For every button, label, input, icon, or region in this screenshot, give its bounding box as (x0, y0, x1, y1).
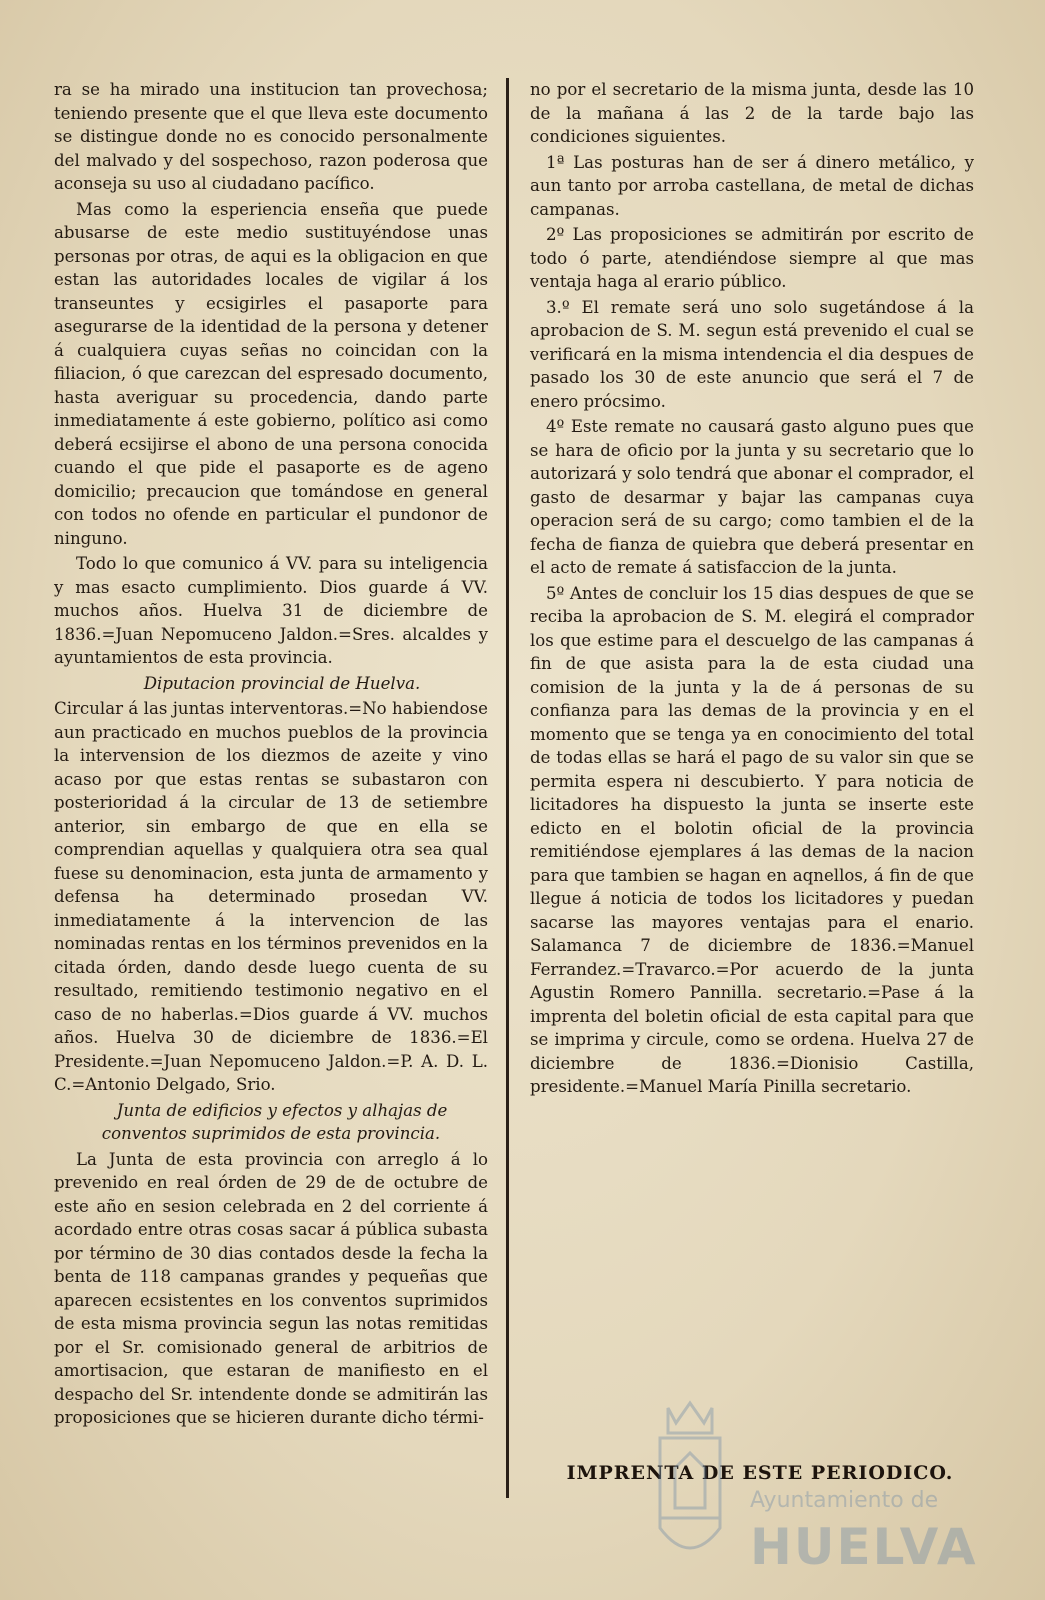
condition-2: 2º Las proposiciones se admitirán por escrito de todo ó parte, atendiéndose siempre al que mas ventaja haga al erario público. (530, 225, 974, 291)
watermark-line-1: Ayuntamiento de (750, 1488, 939, 1513)
archive-watermark (640, 1378, 1020, 1588)
paragraph-passport-intro: ra se ha mirado una institucion tan provechosa; teniendo presente que el que lleva este documento se distingue donde no es conocido personalmente del malvado y del sospechoso, razon poderosa que aconseja su uso al ciudadano pacífico. (54, 80, 488, 193)
paragraph-subasta-campanas: La Junta de esta provincia con arreglo á lo prevenido en real órden de 29 de de octubre de este año en sesion celebrada en 2 del corriente á acordado entre otras cosas sacar á pública subasta por término de 30 dias contados desde la fecha la benta de 118 campanas grandes y pequeñas que aparecen ecsistentes en los conventos suprimidos de esta misma provincia segun las notas remitidas por el Sr. comisionado general de arbitrios de amortisacion, que estaran de manifiesto en el despacho del Sr. intendente donde se admitirán las proposiciones que se hicieren durante dicho térmi- (54, 1149, 488, 1427)
condition-5: 5º Antes de concluir los 15 dias despues de que se reciba la aprobacion de S. M. elegirá el comprador los que estime para el descuelgo de las campanas á fin de que asista para la de esta ciudad una comision de la junta y la de á personas de su confianza para las demas de la provincia y en el momento que se tenga ya en conocimiento del total de todas ellas se hará el pago de su valor sin que se permita espera ni descubierto. Y para noticia de licitadores ha dispuesto la junta se inserte este edicto en el bolotin oficial de la provincia remitiéndose ejemplares á las demas de la nacion para que tambien se hagan en aqnellos, á fin de que llegue á noticia de todos los licitadores y puedan sacarse las mayores ventajas para el enario. Salamanca 7 de diciembre de 1836.=Manuel Ferrandez.=Travarco.=Por acuerdo de la junta Agustin Romero Pannilla. secretario.=Pase á la imprenta del boletin oficial de esta capital para que se imprima y circule, como se ordena. Huelva 27 de diciembre de 1836.=Dionisio Castilla, presidente.=Manuel María Pinilla secretario. (530, 583, 974, 1096)
section-title-diputacion: Diputacion provincial de Huelva. (143, 673, 421, 693)
right-column (530, 78, 974, 1101)
left-column (54, 78, 488, 1432)
paragraph-circular-juntas: Circular á las juntas interventoras.=No habiendose aun practicado en muchos pueblos de la provincia la intervension de los diezmos de azeite y vino acaso por que estas rentas se subastaron con posterioridad á la circular de 13 de setiembre anterior, sin embargo de que en ella se comprendian aquellas y qualquiera otra sea qual fuese su denominacion, esta junta de armamento y defensa ha determinado prosedan VV. inmediatamente á la intervencion de las nominadas rentas en los términos prevenidos en la citada órden, dando desde luego cuenta de su resultado, remitiendo testimonio negativo en el caso de no haberlas.=Dios guarde á VV. muchos años. Huelva 30 de diciembre de 1836.=El Presidente.=Juan Nepomuceno Jaldon.=P. A. D. L. C.=Antonio Delgado, Srio. (54, 699, 488, 1094)
paragraph-condiciones-intro: no por el secretario de la misma junta, desde las 10 de la mañana á las 2 de la tarde bajo las condiciones siguientes. (530, 80, 974, 146)
section-title-junta-edificios: Junta de edificios y efectos y alhajas de conventos suprimidos de esta provincia. (101, 1100, 448, 1143)
coat-of-arms-icon (640, 1378, 740, 1578)
condition-1: 1ª Las posturas han de ser á dinero metálico, y aun tanto por arroba castellana, de metal de dichas campanas. (530, 152, 974, 219)
paragraph-closing-jaldon: Todo lo que comunico á VV. para su inteligencia y mas esacto cumplimiento. Dios guarde á VV. muchos años. Huelva 31 de diciembre de 1836.=Juan Nepomuceno Jaldon.=Sres. alcaldes y ayuntamientos de esta provincia. (54, 554, 488, 667)
column-divider (506, 78, 509, 1498)
watermark-line-2: HUELVA (750, 1518, 978, 1576)
condition-3: 3.º El remate será uno solo sugetándose á la aprobacion de S. M. segun está prevenido el cual se verificará en la misma intendencia el dia despues de pasado los 30 de este anuncio que será el 7 de enero prócsimo. (530, 297, 974, 411)
printer-imprint: IMPRENTA DE ESTE PERIODICO. (566, 1462, 954, 1484)
condition-4: 4º Este remate no causará gasto alguno pues que se hara de oficio por la junta y su secretario que lo autorizará y solo tendrá que abonar el comprador, el gasto de desarmar y bajar las campanas cuya operacion será de su cargo; como tambien el de la fecha de fianza de quiebra que deberá presentar en el acto de remate á satisfaccion de la junta. (530, 417, 974, 577)
paragraph-passport-abuse: Mas como la esperiencia enseña que puede abusarse de este medio sustituyéndose unas personas por otras, de aqui es la obligacion en que estan las autoridades locales de vigilar á los transeuntes y ecsigirles el pasaporte para asegurarse de la identidad de la persona y detener á cualquiera cuyas señas no coincidan con la filiacion, ó que carezcan del espresado documento, hasta averiguar su procedencia, dando parte inmediatamente á este gobierno, político asi como deberá ecsijirse el abono de una persona conocida cuando el que pide el pasaporte es de ageno domicilio; precaucion que tomándose en general con todos no ofende en particular el pundonor de ninguno. (54, 199, 488, 548)
